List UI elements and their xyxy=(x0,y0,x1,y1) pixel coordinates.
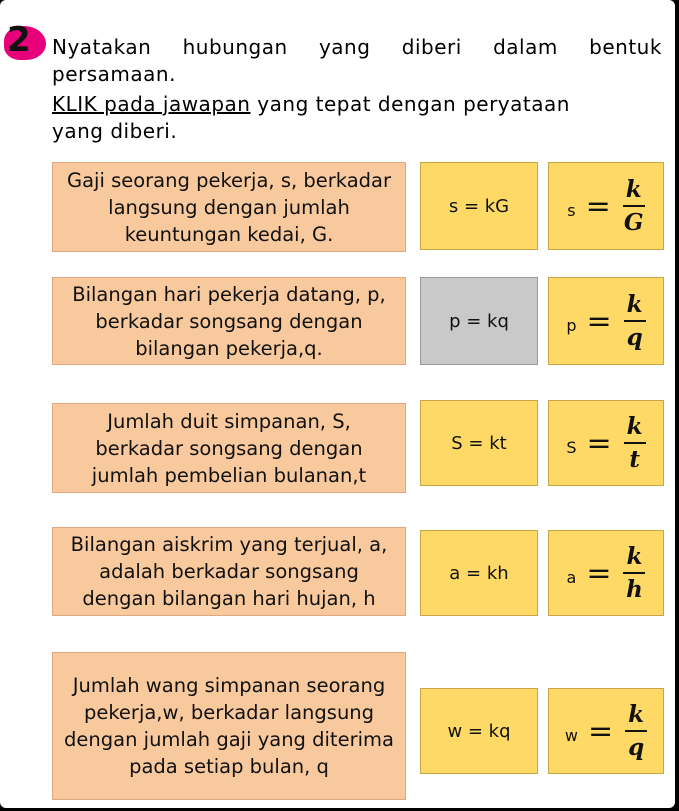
statement-3: Jumlah duit simpanan, S, berkadar songsang dengan jumlah pembelian bulanan,t xyxy=(52,403,406,493)
instruction-block xyxy=(52,34,662,88)
equation-text: w = kq xyxy=(447,720,511,742)
answer-option-1b[interactable] xyxy=(548,162,664,250)
denominator: q xyxy=(628,734,645,761)
numerator: k xyxy=(626,291,643,318)
instruction-line-1 xyxy=(52,34,662,61)
fraction-equation xyxy=(566,413,645,473)
fraction-bar xyxy=(624,320,646,322)
equals-sign: = xyxy=(586,555,612,591)
numerator: k xyxy=(626,413,643,440)
instruction-word: dalam xyxy=(493,35,558,59)
denominator: t xyxy=(629,446,640,473)
denominator: q xyxy=(626,324,643,351)
fraction xyxy=(625,701,647,761)
fraction-equation xyxy=(567,176,644,236)
instruction-line-3-rest: yang tepat dengan peryataan xyxy=(250,92,570,116)
question-number: 2 xyxy=(7,20,31,60)
answer-option-3a[interactable] xyxy=(420,400,538,486)
fraction xyxy=(623,543,645,603)
equation-text: s = kG xyxy=(448,195,510,217)
equation-lhs: a xyxy=(566,567,577,587)
fraction xyxy=(624,413,646,473)
denominator: G xyxy=(623,209,644,236)
answer-option-5b[interactable] xyxy=(548,688,664,774)
equals-sign: = xyxy=(586,425,612,461)
answer-option-5a[interactable] xyxy=(420,688,538,774)
equals-sign: = xyxy=(586,303,612,339)
instruction-click-block xyxy=(52,91,662,145)
question-number-badge xyxy=(4,20,46,60)
equation-lhs: w xyxy=(564,725,578,745)
answer-option-2b[interactable] xyxy=(548,277,664,365)
numerator: k xyxy=(626,543,643,570)
statement-2: Bilangan hari pekerja datang, p, berkadar songsang dengan bilangan pekerja,q. xyxy=(52,277,406,365)
answer-option-2a[interactable] xyxy=(420,277,538,365)
equation-text: p = kq xyxy=(449,310,509,332)
numerator: k xyxy=(628,701,645,728)
equation-lhs: S xyxy=(566,437,577,457)
instruction-line-4: yang diberi. xyxy=(52,119,178,143)
instruction-line-3 xyxy=(52,91,662,118)
equals-sign: = xyxy=(587,713,614,749)
fraction-bar xyxy=(623,572,645,574)
instruction-word: hubungan xyxy=(182,35,288,59)
numerator: k xyxy=(625,176,642,203)
fraction xyxy=(623,176,645,236)
instruction-line-2: persamaan. xyxy=(52,62,176,86)
equation-lhs: s xyxy=(567,200,576,220)
instruction-word: bentuk xyxy=(589,35,662,59)
fraction xyxy=(624,291,646,351)
statement-4: Bilangan aiskrim yang terjual, a, adalah berkadar songsang dengan bilangan hari hujan, h xyxy=(52,527,406,616)
statement-5: Jumlah wang simpanan seorang pekerja,w, berkadar langsung dengan jumlah gaji yang diterima pada setiap bulan, q xyxy=(52,652,406,800)
fraction-bar xyxy=(625,730,647,732)
fraction-equation xyxy=(566,291,645,351)
fraction-bar xyxy=(624,442,646,444)
equation-lhs: p xyxy=(566,315,577,335)
answer-option-3b[interactable] xyxy=(548,400,664,486)
instruction-word: Nyatakan xyxy=(52,35,152,59)
equation-text: S = kt xyxy=(451,432,507,454)
fraction-equation xyxy=(565,701,647,761)
instruction-word: yang xyxy=(318,35,371,59)
statement-1: Gaji seorang pekerja, s, berkadar langsung dengan jumlah keuntungan kedai, G. xyxy=(52,162,406,252)
answer-option-4b[interactable] xyxy=(548,530,664,616)
answer-option-4a[interactable] xyxy=(420,530,538,616)
fraction-equation xyxy=(567,543,646,603)
fraction-bar xyxy=(623,205,645,207)
answer-option-1a[interactable] xyxy=(420,162,538,250)
denominator: h xyxy=(626,576,643,603)
equals-sign: = xyxy=(585,188,611,224)
instruction-word: diberi xyxy=(401,35,462,59)
equation-text: a = kh xyxy=(449,562,509,584)
click-instruction: KLIK pada jawapan xyxy=(52,92,251,116)
